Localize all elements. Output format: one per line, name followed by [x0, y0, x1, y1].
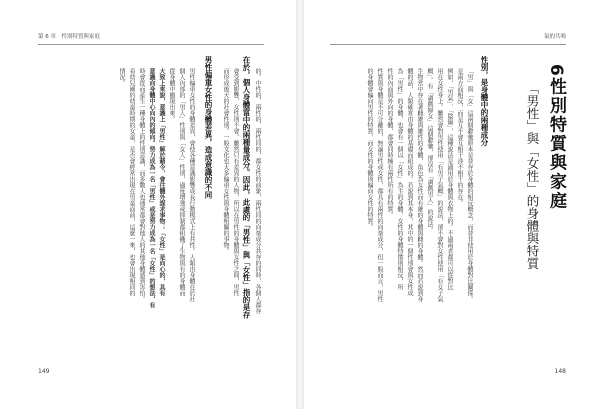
bold-paragraph: 大致上來說，意識上「男性」解於藉令，會往體外謀求事物；「女性」是向心的，具有: [158, 68, 165, 296]
right-page: [304, 0, 600, 409]
text-column: 性的內面與外向的身體，都會同時擁有兩性所有的特質。: [386, 68, 393, 218]
text-column: 用在女性身上。雖然會對男性使用「有男子氣概」的說法，卻不會對女性使用「有女子氣: [436, 68, 443, 302]
text-column: 例如，「男氣」、「陰陽」，這種說法是適用於身體與衣物上的。不過兩者都可以從對比: [446, 68, 453, 290]
section-heading: 性別，是身體中的兩種成分: [480, 56, 489, 146]
page-number: 148: [554, 368, 566, 375]
body-text: [30, 56, 262, 352]
section-heading: 男性偏重女性的身體差異，造成意識的不同: [204, 56, 213, 199]
running-header: 第 6 章 性別特質與家庭: [38, 34, 100, 40]
text-column: 生物當中存在著雌雄與雄性的身體，角色為女性而有雄的身體與雌的身體。然而若說到身: [416, 68, 423, 302]
body-text: [334, 56, 490, 352]
text-column: 情況。: [118, 68, 125, 86]
emphasis-line: 在於，個人身體當中的兩種量成分。因此，此處的「男性」與「女性」指的是存: [242, 56, 251, 319]
page-number: 149: [38, 368, 50, 375]
text-column: 為「男性」的身體，也會有一個以「女性」為主的身體，女性的身體特徵則相反，所: [396, 68, 403, 290]
chapter-number: 6: [546, 64, 566, 76]
header-rule: [330, 44, 566, 45]
text-column: 是兩方面相反，而是互不會互相干涉不相干的存在。: [456, 68, 463, 206]
text-column: 的身體會偏向男性的特質，而女性的身體則偏向女性的特質。: [366, 68, 373, 230]
text-column: 時會從而產生一種身體上的性別意識，而多數人也通常都會對他人的其他身體感到害怕。: [138, 68, 145, 302]
text-column: 而形成後天的社會性別。一般文化也大多偏重女性與身體相關的事物。: [222, 68, 229, 254]
left-page: [0, 0, 296, 409]
text-column: 「男」與「女」這兩個辭彙原本是並存於身體的相反概念，而並非使用於身體對比關係。: [466, 68, 473, 302]
text-column: 概」。有「調戲婦女」這個辭彙，卻沒有「調戲男人」的說法。: [426, 68, 433, 233]
chapter-title-block: [496, 64, 566, 354]
text-column: 個人內部的「男人」性別與「女人」性別，過度增強或抑制都組織了生物與有的身體而: [178, 68, 185, 296]
text-column: 看幼兒園的幼童時期的女童，是否會經常出現在男童面前，這麼一來，也會出現相同的: [128, 68, 135, 296]
text-column: 的。中性的、兩性的、兩性同的，都女性的前象，兩性同的向量成分共存的同時，各個人都存: [254, 68, 261, 314]
header-rule: [38, 44, 264, 45]
book-gutter: [296, 0, 304, 409]
running-header: 氣的共鳴: [543, 34, 566, 40]
text-column: 男性偏重女性的身體差異，會使各種意識影響成長行動模式上有共性。人類由身體在於社: [188, 68, 195, 302]
text-column: 會受到影響，女性則不會。雖然只有差異的人物，所以在男性的身體與女性之間，男性: [232, 68, 239, 296]
bold-paragraph: 意識向身體中心向內的傾向。努力成為一名「男性」或是努力成為一名「女性」的想法，有: [148, 68, 155, 308]
chapter-title: 性別特質與家庭: [546, 77, 566, 211]
text-column: 性質與身體是不可分離的，無論男性或女性，都具有兩性的向量成分，但一般而言，男性: [376, 68, 383, 302]
text-column: 從身體中顯現出來。: [168, 68, 175, 122]
text-column: 體的話，人類確實由身體的基礎而組成的。若說到其本身，其中的一個性別會與女性成: [406, 68, 413, 296]
chapter-subtitle: 「男性」與「女性」的身體與特質: [525, 82, 540, 270]
